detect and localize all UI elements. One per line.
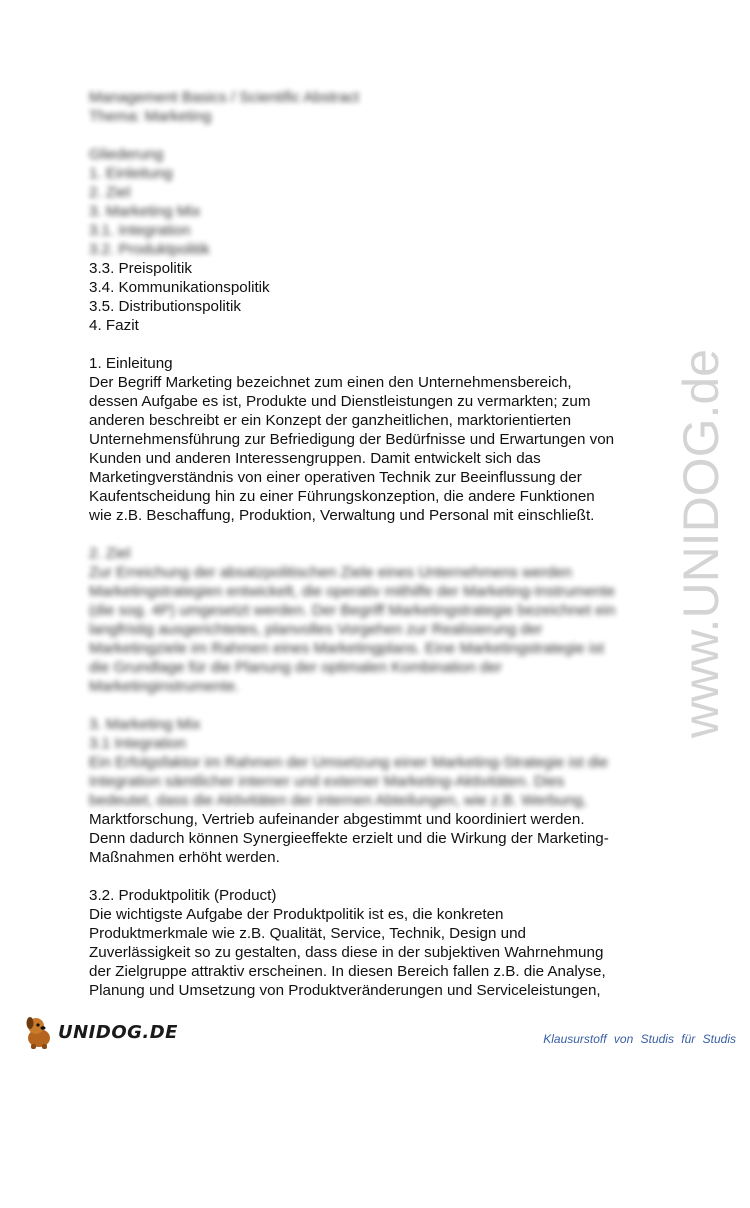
section-goal-blurred: [89, 544, 669, 810]
paragraph-line: Zuverlässigkeit so zu gestalten, dass diese in der subjektiven Wahrnehmung: [89, 944, 604, 961]
section-heading-product: 3.2. Produktpolitik (Product): [89, 887, 277, 904]
watermark: [672, 349, 742, 1208]
paragraph-line: Marktforschung, Vertrieb aufeinander abgestimmt und koordiniert werden.: [89, 811, 585, 828]
paragraph-line: Kunden und anderen Interessengruppen. Damit entwickelt sich das: [89, 450, 541, 467]
toc-item: 3. Marketing Mix: [89, 203, 201, 220]
toc-item: 3.1. Integration: [89, 222, 191, 239]
paragraph-line: die Grundlage für die Planung der optimalen Kombination der: [89, 659, 502, 676]
paragraph-line: Marketinginstrumente.: [89, 678, 240, 695]
toc-item: 3.5. Distributionspolitik: [89, 298, 241, 315]
toc-item: 4. Fazit: [89, 317, 139, 334]
paragraph-line: Integration sämtlicher interner und externer Marketing-Aktivitäten. Dies: [89, 773, 565, 790]
watermark-text: www.UNIDOG.de: [673, 349, 729, 738]
section-heading-mix: 3. Marketing Mix: [89, 716, 201, 733]
section-mix-clear: [89, 810, 669, 1000]
paragraph-line: wie z.B. Beschaffung, Produktion, Verwaltung und Personal mit einschließt.: [89, 507, 595, 524]
document-page: [89, 88, 669, 1000]
header-line-1: Management Basics / Scientific Abstract: [89, 89, 360, 106]
paragraph-line: Kaufentscheidung hin zu einer Führungskonzeption, die andere Funktionen: [89, 488, 595, 505]
toc-item: 3.4. Kommunikationspolitik: [89, 279, 270, 296]
toc-item: 3.2. Produktpolitik: [89, 241, 210, 258]
toc-item: 1. Einleitung: [89, 165, 173, 182]
paragraph-line: der Zielgruppe attraktiv erscheinen. In diesen Bereich fallen z.B. die Analyse,: [89, 963, 606, 980]
toc-item: 3.3. Preispolitik: [89, 260, 192, 277]
toc-item: 2. Ziel: [89, 184, 131, 201]
paragraph-line: Maßnahmen erhöht werden.: [89, 849, 280, 866]
paragraph-line: bedeutet, dass die Aktivitäten der internen Abteilungen, wie z.B. Werbung,: [89, 792, 587, 809]
unidog-logo[interactable]: [22, 1014, 178, 1050]
paragraph-line: Der Begriff Marketing bezeichnet zum einen den Unternehmensbereich,: [89, 374, 572, 391]
footer-tagline: Klausurstoff von Studis für Studis: [543, 1032, 736, 1046]
paragraph-line: (die sog. 4P) umgesetzt werden. Der Begriff Marketingstrategie bezeichnet ein: [89, 602, 616, 619]
paragraph-line: Die wichtigste Aufgabe der Produktpolitik ist es, die konkreten: [89, 906, 504, 923]
paragraph-line: anderen beschreibt er ein Konzept der ganzheitlichen, marktorientierten: [89, 412, 572, 429]
paragraph-line: Marketingziele im Rahmen eines Marketingplans. Eine Marketingstrategie ist: [89, 640, 604, 657]
paragraph-line: Unternehmensführung zur Befriedigung der Bedürfnisse und Erwartungen von: [89, 431, 615, 448]
dog-mascot-icon: [22, 1014, 56, 1050]
paragraph-line: Zur Erreichung der absatzpolitischen Ziele eines Unternehmens werden: [89, 564, 572, 581]
paragraph-line: langfristig ausgerichtetes, planvolles Vorgehen zur Realisierung der: [89, 621, 543, 638]
toc-title: Gliederung: [89, 146, 164, 163]
paragraph-line: Ein Erfolgsfaktor im Rahmen der Umsetzung einer Marketing-Strategie ist die: [89, 754, 609, 771]
section-heading-intro: 1. Einleitung: [89, 355, 173, 372]
header-line-2: Thema: Marketing: [89, 108, 212, 125]
toc-clear: [89, 259, 669, 544]
paragraph-line: Planung und Umsetzung von Produktveränderungen und Serviceleistungen,: [89, 982, 601, 999]
section-heading-goal: 2. Ziel: [89, 545, 131, 562]
logo-text: UNIDOG.DE: [58, 1022, 178, 1043]
paragraph-line: Marketingstrategien entwickelt, die operativ mithilfe der Marketing-Instrumente: [89, 583, 615, 600]
paragraph-line: Denn dadurch können Synergieeffekte erzielt und die Wirkung der Marketing-: [89, 830, 609, 847]
subsection-heading-integration: 3.1 Integration: [89, 735, 187, 752]
paragraph-line: dessen Aufgabe es ist, Produkte und Dienstleistungen zu vermarkten; zum: [89, 393, 591, 410]
document-header: [89, 88, 669, 259]
paragraph-line: Marketingverständnis von einer operativen Technik zur Beeinflussung der: [89, 469, 582, 486]
paragraph-line: Produktmerkmale wie z.B. Qualität, Service, Technik, Design und: [89, 925, 526, 942]
